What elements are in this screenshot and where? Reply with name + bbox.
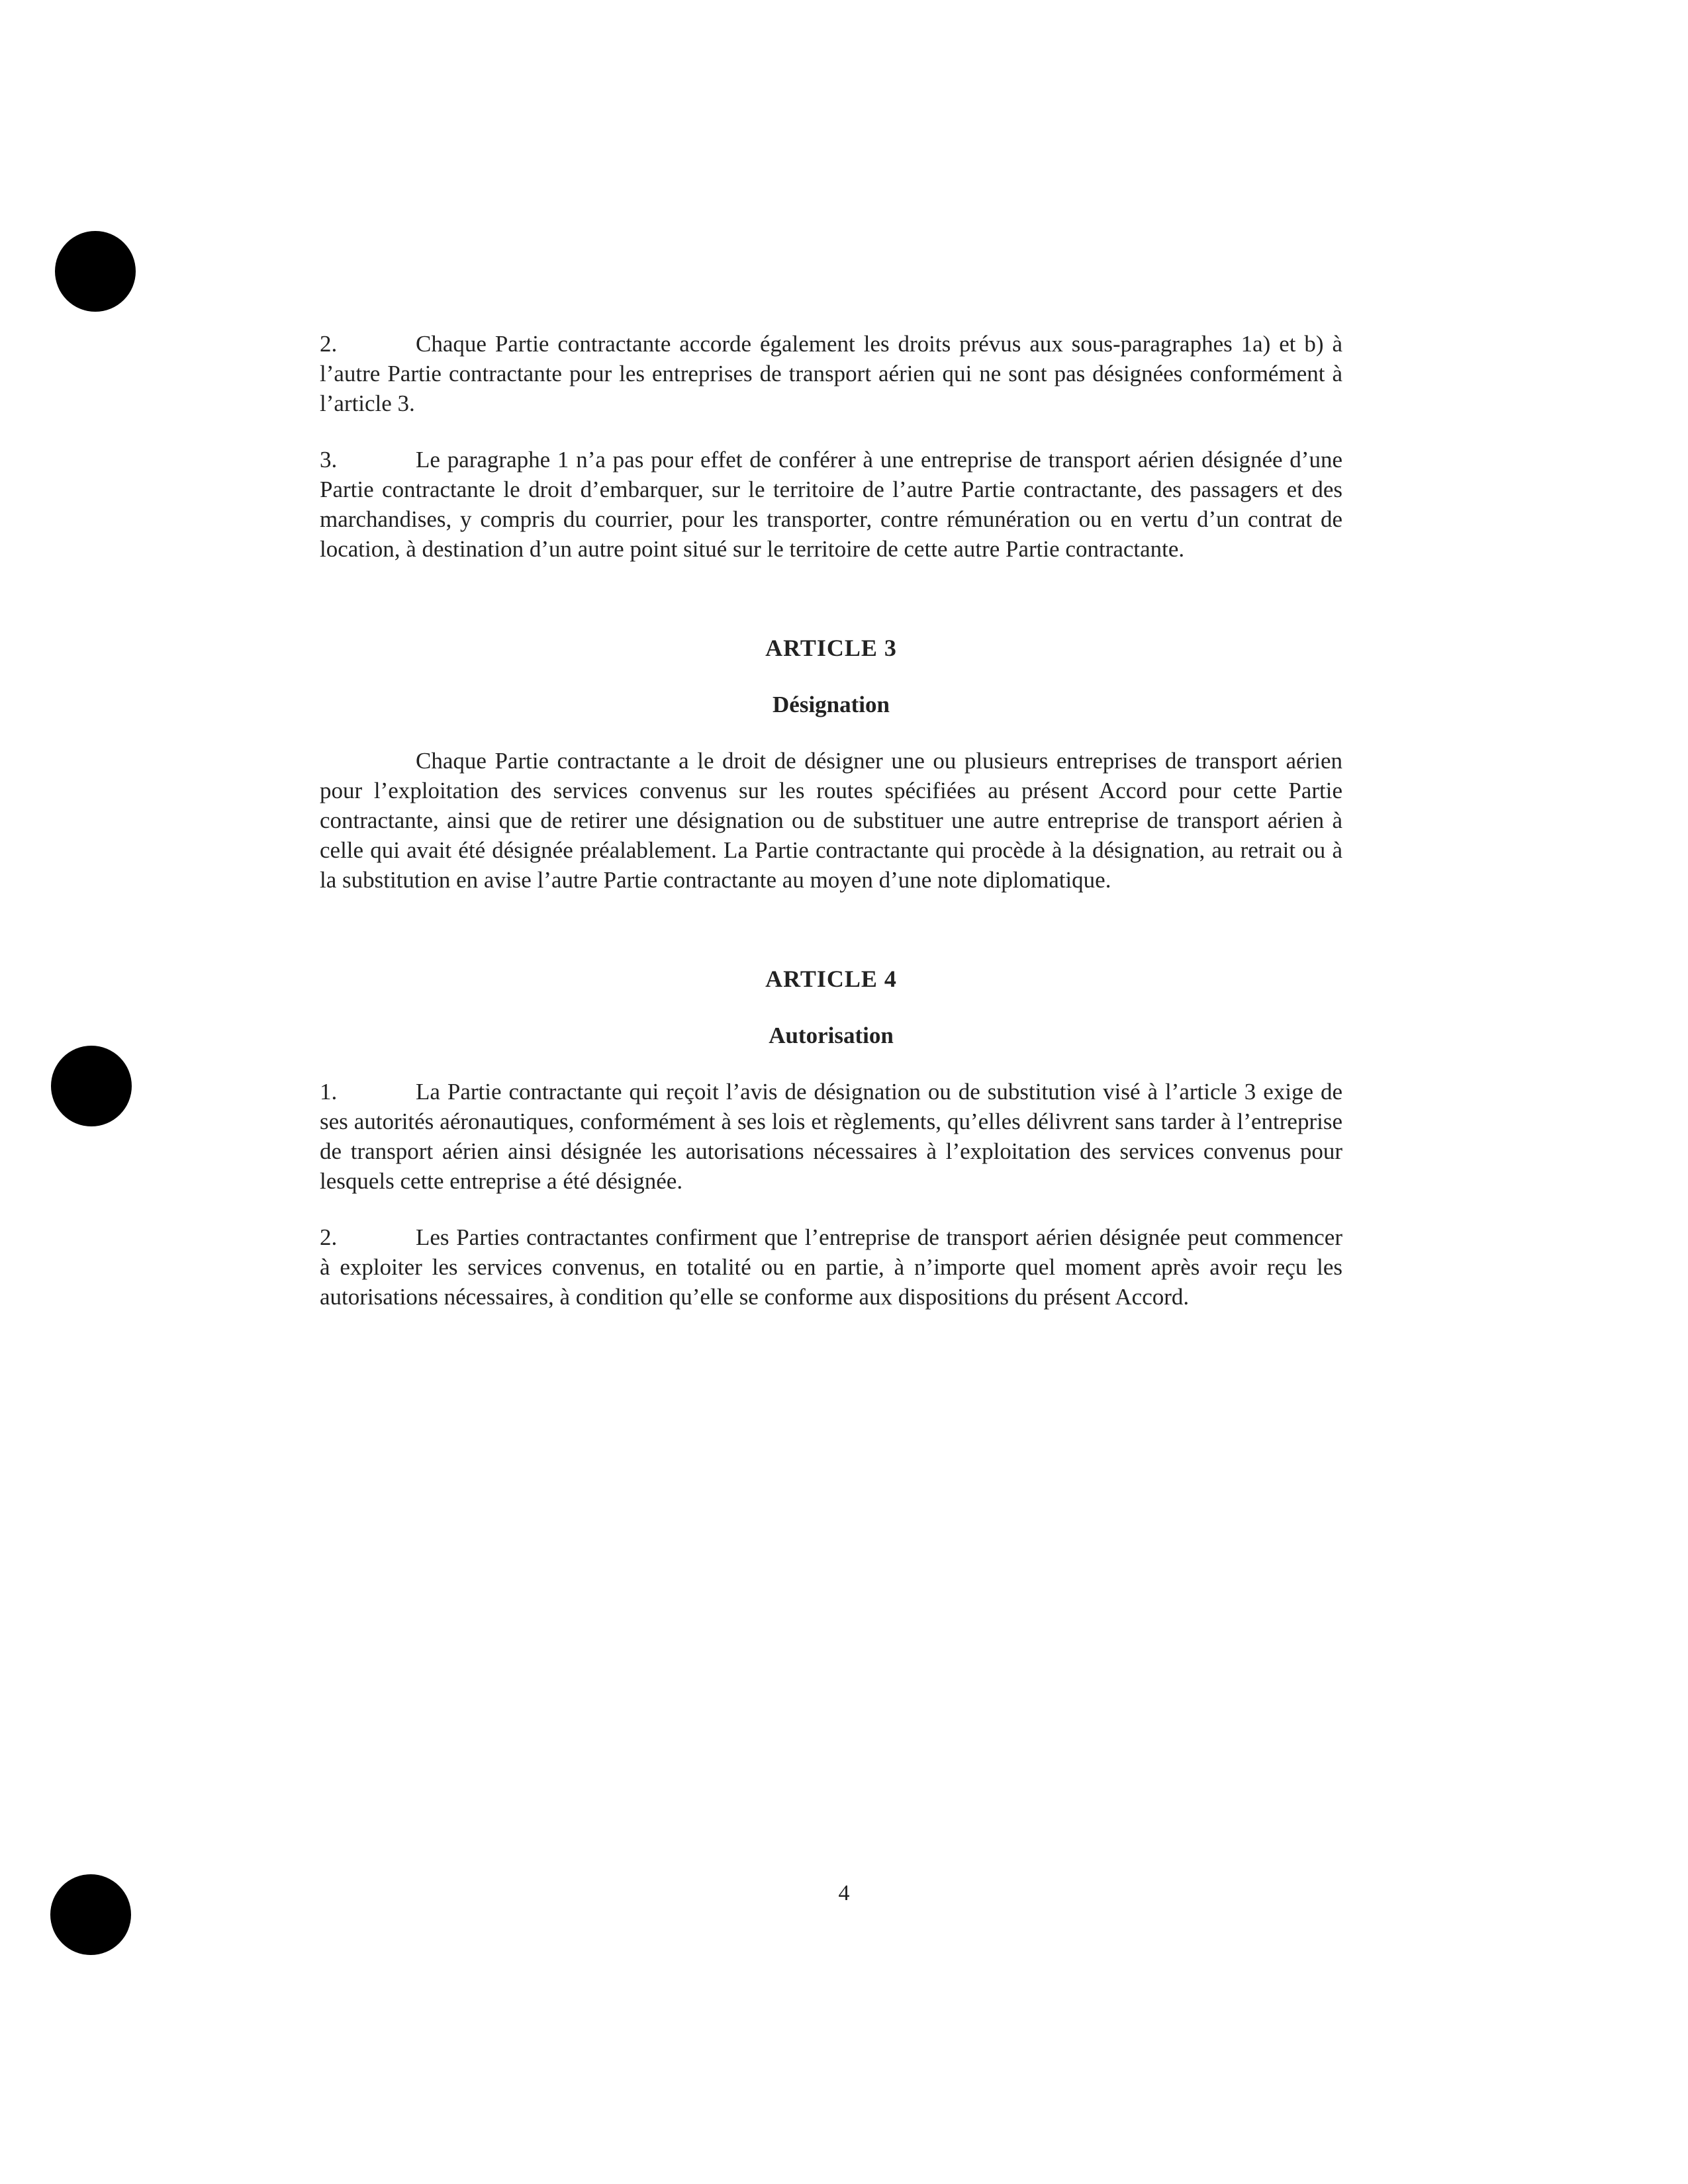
article2-paragraph-2 xyxy=(320,329,1342,418)
paragraph-text: Le paragraphe 1 n’a pas pour effet de conférer à une entreprise de transport aérien désignée d’une Partie contractante le droit d’embarquer, sur le territoire de l’autre Partie contractante, des passagers et des marchandises, y compris du courrier, pour les transporter, contre rémunération ou en vertu d’un contrat de location, à destination d’un autre point situé sur le territoire de cette autre Partie contractante. xyxy=(320,447,1342,562)
paragraph-text: Chaque Partie contractante accorde également les droits prévus aux sous-paragraphes 1a) et b) à l’autre Partie contractante pour les entreprises de transport aérien qui ne sont pas désignées conformément à l’article 3. xyxy=(320,331,1342,416)
binder-hole-middle xyxy=(51,1046,132,1126)
page-number: 4 xyxy=(838,1881,850,1905)
paragraph-number: 1. xyxy=(320,1079,338,1105)
paragraph-number: 2. xyxy=(320,1224,338,1250)
article3-title: ARTICLE 3 xyxy=(765,635,897,661)
article4-paragraph-2 xyxy=(320,1222,1342,1312)
paragraph-text: Les Parties contractantes confirment que l’entreprise de transport aérien désignée peut commencer à exploiter les services convenus, en totalité ou en partie, à n’importe quel moment après avoir reçu les autorisations nécessaires, à condition qu’elle se conforme aux dispositions du présent Accord. xyxy=(320,1224,1342,1310)
paragraph-text: La Partie contractante qui reçoit l’avis de désignation ou de substitution visé à l’article 3 exige de ses autorités aéronautiques, conformément à ses lois et règlements, qu’elles délivrent sans tarder à l’entreprise de transport aérien ainsi désignée les autorisations nécessaires à l’exploitation des services convenus pour lesquels cette entreprise a été désignée. xyxy=(320,1079,1342,1194)
article3-paragraph: Chaque Partie contractante a le droit de désigner une ou plusieurs entreprises de transport aérien pour l’exploitation des services convenus sur les routes spécifiées au présent Accord pour cette Partie contractante, ainsi que de retirer une désignation ou de substituer une autre entreprise de transport aérien à celle qui avait été désignée préalablement. La Partie contractante qui procède à la désignation, au retrait ou à la substitution en avise l’autre Partie contractante au moyen d’une note diplomatique. xyxy=(320,748,1342,893)
paragraph-number: 2. xyxy=(320,331,338,357)
article3-subtitle: Désignation xyxy=(773,692,890,717)
article2-paragraph-3 xyxy=(320,445,1342,564)
article4-subtitle: Autorisation xyxy=(769,1023,894,1048)
article4-title: ARTICLE 4 xyxy=(765,966,897,992)
article4-paragraph-1 xyxy=(320,1077,1342,1196)
binder-hole-top xyxy=(55,231,136,312)
document-body xyxy=(320,329,1342,1338)
paragraph-number: 3. xyxy=(320,447,338,473)
